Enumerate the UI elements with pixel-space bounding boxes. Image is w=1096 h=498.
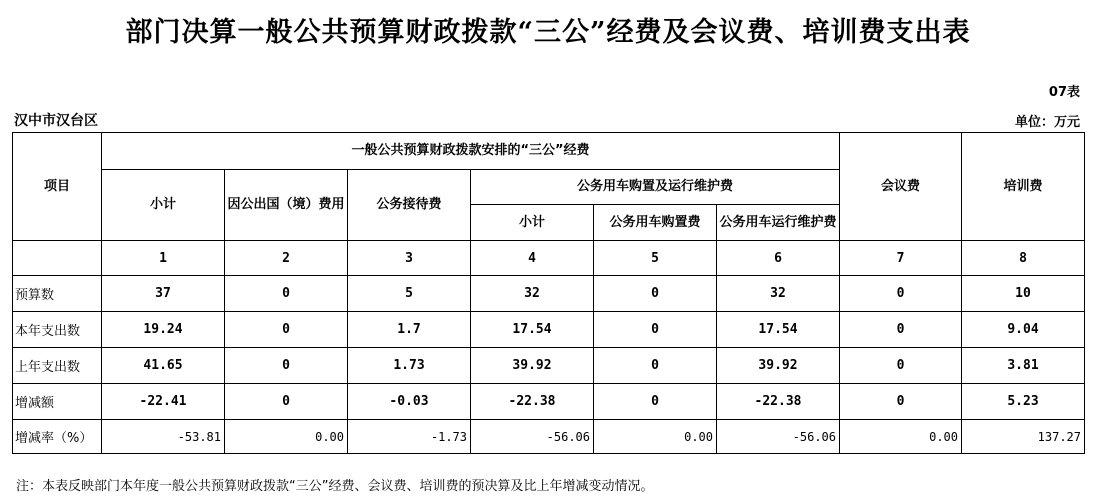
table-cell: 32 bbox=[471, 276, 594, 312]
row-label: 预算数 bbox=[13, 276, 102, 312]
table-cell: 137.27 bbox=[962, 420, 1085, 454]
header-vehicle-group: 公务用车购置及运行维护费 bbox=[471, 170, 840, 205]
table-cell: 0 bbox=[840, 276, 962, 312]
table-row bbox=[13, 348, 1085, 384]
table-cell: -22.41 bbox=[102, 384, 225, 420]
table-cell: -22.38 bbox=[471, 384, 594, 420]
table-cell: 0 bbox=[594, 348, 717, 384]
column-number: 8 bbox=[962, 241, 1085, 276]
table-cell: 10 bbox=[962, 276, 1085, 312]
region-label: 汉中市汉台区 bbox=[14, 113, 98, 129]
table-cell: 3.81 bbox=[962, 348, 1085, 384]
table-cell: -1.73 bbox=[348, 420, 471, 454]
table-cell: 17.54 bbox=[717, 312, 840, 348]
column-number: 4 bbox=[471, 241, 594, 276]
table-row bbox=[13, 420, 1085, 454]
header-meeting: 会议费 bbox=[840, 133, 962, 241]
table-cell: 19.24 bbox=[102, 312, 225, 348]
header-training: 培训费 bbox=[962, 133, 1085, 241]
column-number: 6 bbox=[717, 241, 840, 276]
table-cell: 0 bbox=[225, 384, 348, 420]
table-cell: 9.04 bbox=[962, 312, 1085, 348]
row-label: 本年支出数 bbox=[13, 312, 102, 348]
table-cell: 0 bbox=[840, 312, 962, 348]
table-cell: 0 bbox=[840, 348, 962, 384]
table-cell: 32 bbox=[717, 276, 840, 312]
table-cell: 5 bbox=[348, 276, 471, 312]
table-cell: -22.38 bbox=[717, 384, 840, 420]
column-number: 7 bbox=[840, 241, 962, 276]
page-title: 部门决算一般公共预算财政拨款“三公”经费及会议费、培训费支出表 bbox=[125, 17, 971, 48]
row-label: 上年支出数 bbox=[13, 348, 102, 384]
header-item: 项目 bbox=[13, 133, 102, 241]
footnote: 注：本表反映部门本年度一般公共预算财政拨款“三公”经费、会议费、培训费的预决算及比上年增减变动情况。 bbox=[16, 479, 654, 494]
table-cell: 17.54 bbox=[471, 312, 594, 348]
table-cell: 39.92 bbox=[471, 348, 594, 384]
table-cell: 0 bbox=[225, 276, 348, 312]
header-vehicle-purchase: 公务用车购置费 bbox=[594, 205, 717, 241]
row-label: 增减额 bbox=[13, 384, 102, 420]
table-cell: -53.81 bbox=[102, 420, 225, 454]
table-cell: 0 bbox=[594, 384, 717, 420]
table-cell: 41.65 bbox=[102, 348, 225, 384]
column-number: 1 bbox=[102, 241, 225, 276]
unit-label: 单位：万元 bbox=[1014, 115, 1080, 130]
table-cell: 37 bbox=[102, 276, 225, 312]
table-cell: 0 bbox=[594, 276, 717, 312]
header-subtotal: 小计 bbox=[102, 170, 225, 241]
table-cell: 0.00 bbox=[840, 420, 962, 454]
header-vehicle-subtotal: 小计 bbox=[471, 205, 594, 241]
table-cell: -56.06 bbox=[471, 420, 594, 454]
header-abroad: 因公出国（境）费用 bbox=[225, 170, 348, 241]
table-cell: 0.00 bbox=[594, 420, 717, 454]
column-number: 3 bbox=[348, 241, 471, 276]
header-three-public-group: 一般公共预算财政拨款安排的“三公”经费 bbox=[102, 133, 840, 170]
column-number: 5 bbox=[594, 241, 717, 276]
table-row bbox=[13, 276, 1085, 312]
table-cell: 39.92 bbox=[717, 348, 840, 384]
table-cell: 5.23 bbox=[962, 384, 1085, 420]
table-cell: 0.00 bbox=[225, 420, 348, 454]
column-number-blank bbox=[13, 241, 102, 276]
table-cell: 0 bbox=[225, 348, 348, 384]
table-cell: 0 bbox=[594, 312, 717, 348]
table-cell: 1.7 bbox=[348, 312, 471, 348]
header-reception: 公务接待费 bbox=[348, 170, 471, 241]
column-number: 2 bbox=[225, 241, 348, 276]
table-cell: 0 bbox=[840, 384, 962, 420]
expenditure-table bbox=[12, 132, 1085, 454]
table-cell: 0 bbox=[225, 312, 348, 348]
table-row bbox=[13, 384, 1085, 420]
header-vehicle-operation: 公务用车运行维护费 bbox=[717, 205, 840, 241]
table-row bbox=[13, 312, 1085, 348]
table-cell: -56.06 bbox=[717, 420, 840, 454]
form-number: 07表 bbox=[1048, 85, 1080, 100]
table-cell: 1.73 bbox=[348, 348, 471, 384]
row-label: 增减率（%） bbox=[13, 420, 102, 454]
table-cell: -0.03 bbox=[348, 384, 471, 420]
